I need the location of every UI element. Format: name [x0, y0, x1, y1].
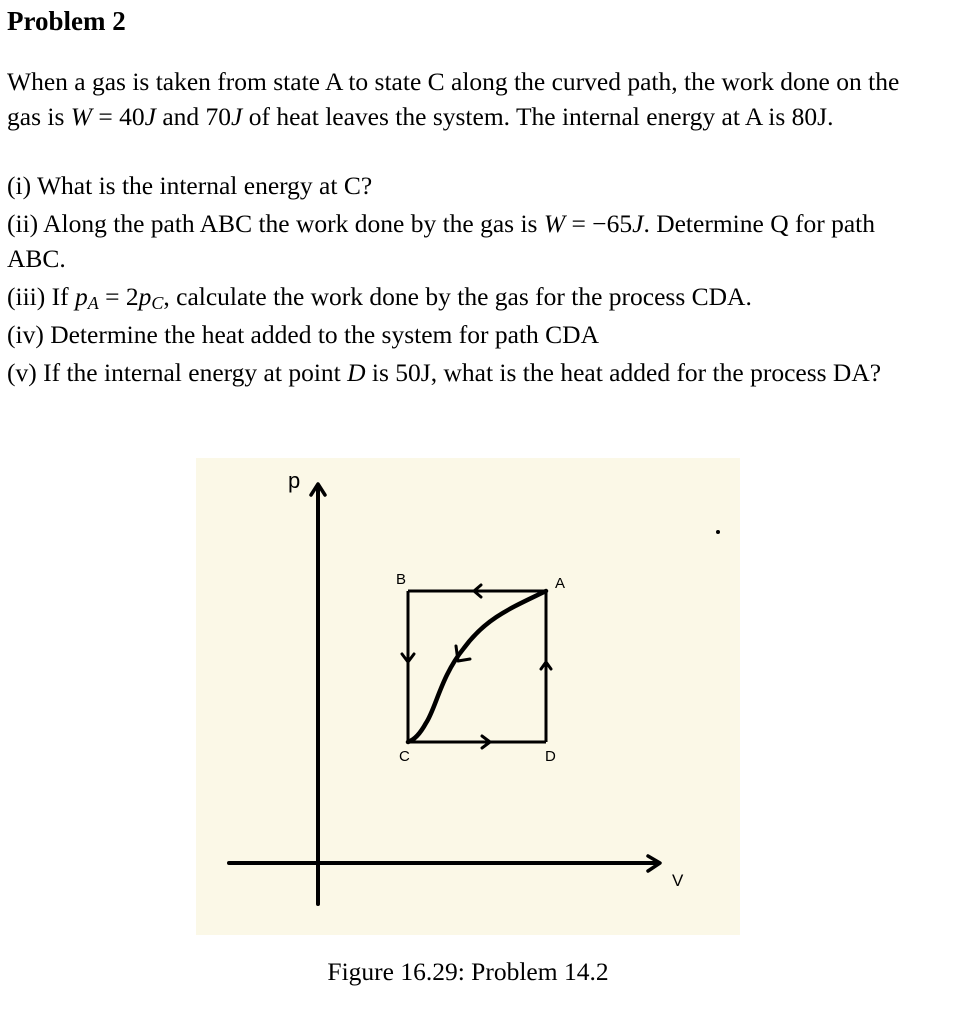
intro-math-j1: J — [144, 102, 156, 131]
intro-math-j2: J — [231, 102, 243, 131]
intro-text-4: of heat leaves the system. The internal energy at A is 80J. — [242, 102, 834, 131]
curved-path-ac — [408, 591, 546, 742]
point-label-d: D — [545, 748, 556, 765]
q3-text-2: = 2 — [98, 282, 139, 311]
q3-math-p1: p — [74, 282, 88, 311]
q2-math-w: W — [543, 209, 566, 238]
problem-heading: Problem 2 — [7, 6, 126, 36]
figure-caption: Figure 16.29: Problem 14.2 — [327, 957, 609, 986]
q2-text-1: (ii) Along the path ABC the work done by the gas is — [7, 209, 544, 238]
intro-text-3: and 70 — [155, 102, 232, 131]
intro-math-w: W — [70, 102, 92, 131]
question-iii — [7, 279, 932, 321]
pv-diagram-svg — [196, 458, 740, 935]
point-label-a: A — [555, 575, 566, 592]
intro-text-1: When a gas is taken from state A to state C along the curved path, the work done on the gas is — [7, 67, 900, 131]
q3-text-1: (iii) If — [7, 282, 75, 311]
question-ii — [7, 206, 932, 276]
problem-intro — [7, 64, 932, 134]
q2-text-3: . Determine Q for path ABC. — [7, 209, 875, 273]
question-i: (i) What is the internal energy at C? — [7, 171, 373, 200]
v-axis-label: V — [672, 871, 684, 890]
p-axis-label: p — [288, 468, 301, 493]
q5-text-1: (v) If the internal energy at point — [7, 358, 348, 387]
q2-math-j: J — [632, 209, 644, 238]
point-label-c: C — [399, 748, 410, 765]
q3-sub-a: A — [87, 293, 99, 313]
question-iv: (iv) Determine the heat added to the system for path CDA — [7, 320, 599, 349]
q3-text-3: , calculate the work done by the gas for the process CDA. — [163, 282, 752, 311]
question-v — [7, 355, 932, 390]
q2-text-2: = −65 — [565, 209, 633, 238]
point-label-b: B — [396, 571, 407, 588]
q5-text-2: is 50J, what is the heat added for the process DA? — [365, 358, 882, 387]
pv-diagram-figure — [196, 458, 740, 935]
q5-math-d: D — [347, 358, 366, 387]
q3-math-p2: p — [138, 282, 152, 311]
q3-sub-c: C — [151, 293, 164, 313]
intro-text-2: = 40 — [92, 102, 145, 131]
stray-dot — [716, 530, 720, 534]
